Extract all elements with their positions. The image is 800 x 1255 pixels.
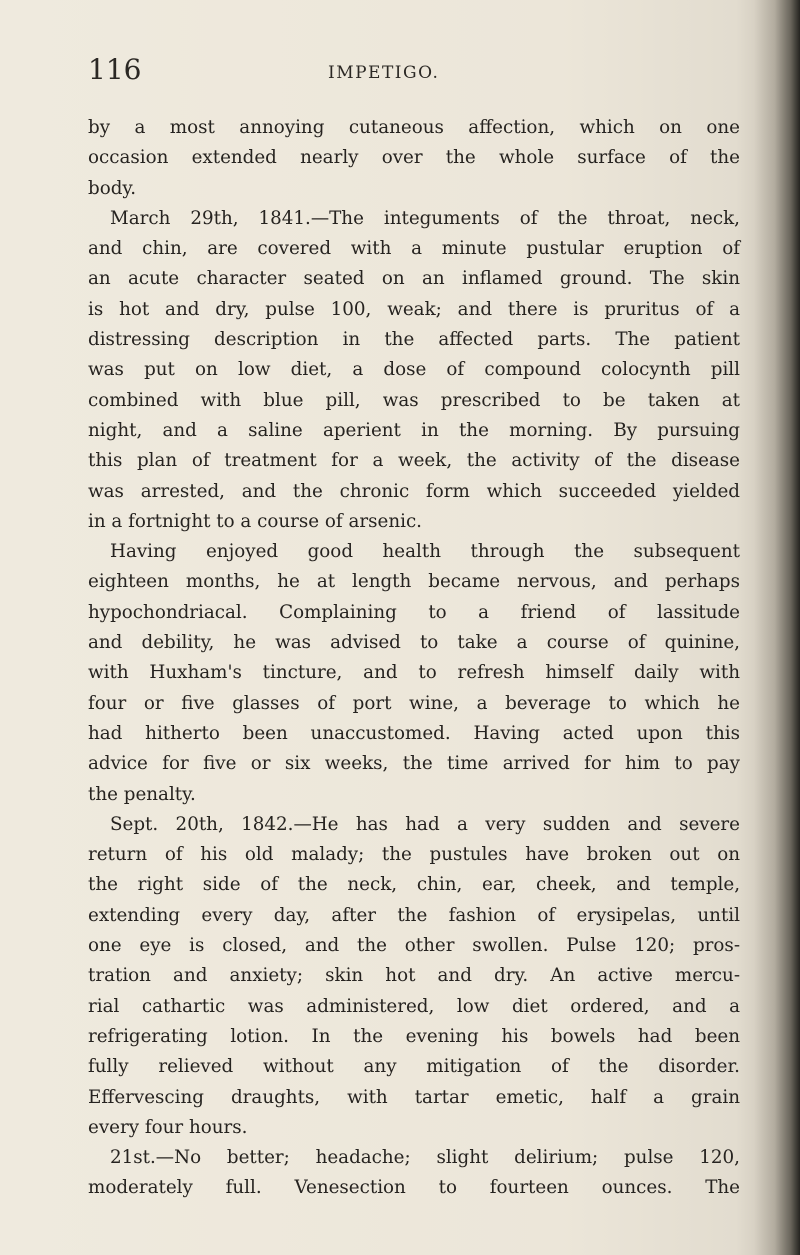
text-line: the penalty.: [88, 783, 196, 805]
text-line: return of his old malady; the pustules have broken out on: [88, 844, 740, 866]
text-line: this plan of treatment for a week, the activity of the disease: [88, 450, 740, 472]
text-line: the right side of the neck, chin, ear, cheek, and temple,: [88, 874, 740, 896]
page-number: 116: [88, 53, 142, 86]
text-line: eighteen months, he at length became nervous, and perhaps: [88, 571, 740, 593]
text-line: and debility, he was advised to take a course of quinine,: [88, 632, 740, 654]
text-line: extending every day, after the fashion of erysipelas, until: [88, 904, 740, 926]
text-line: moderately full. Venesection to fourteen ounces. The: [88, 1177, 740, 1199]
text-line: 21st.—No better; headache; slight delirium; pulse 120,: [110, 1147, 740, 1169]
text-line: Effervescing draughts, with tartar emetic, half a grain: [88, 1086, 740, 1108]
text-line: refrigerating lotion. In the evening his bowels had been: [88, 1025, 740, 1047]
text-line: every four hours.: [88, 1116, 248, 1138]
text-line: is hot and dry, pulse 100, weak; and there is pruritus of a: [88, 298, 740, 320]
text-line: rial cathartic was administered, low diet ordered, and a: [88, 995, 740, 1017]
text-line: Sept. 20th, 1842.—He has had a very sudden and severe: [110, 813, 740, 835]
text-line: and chin, are covered with a minute pustular eruption of: [88, 238, 740, 260]
text-line: with Huxham's tincture, and to refresh himself daily with: [88, 662, 740, 684]
text-line: by a most annoying cutaneous affection, which on one: [88, 117, 740, 138]
text-line: four or five glasses of port wine, a beverage to which he: [88, 692, 740, 714]
text-line: night, and a saline aperient in the morning. By pursuing: [88, 419, 740, 441]
text-line: hypochondriacal. Complaining to a friend of lassitude: [88, 601, 740, 623]
text-line: combined with blue pill, was prescribed to be taken at: [88, 389, 740, 411]
page-header: [88, 50, 728, 90]
text-line: one eye is closed, and the other swollen. Pulse 120; pros-: [88, 935, 740, 957]
text-line: Having enjoyed good health through the subsequent: [110, 541, 740, 563]
running-head: IMPETIGO.: [328, 63, 440, 83]
text-line: advice for five or six weeks, the time arrived for him to pay: [88, 753, 740, 775]
text-line: fully relieved without any mitigation of the disorder.: [88, 1056, 740, 1078]
body-text: [88, 113, 740, 1204]
text-line: in a fortnight to a course of arsenic.: [88, 510, 422, 532]
text-line: body.: [88, 177, 137, 199]
text-line: tration and anxiety; skin hot and dry. An active mercu-: [88, 965, 740, 987]
text-line: March 29th, 1841.—The integuments of the throat, neck,: [110, 207, 740, 229]
text-line: an acute character seated on an inflamed ground. The skin: [88, 268, 740, 290]
text-line: had hitherto been unaccustomed. Having acted upon this: [88, 722, 740, 744]
text-line: occasion extended nearly over the whole surface of the: [88, 147, 740, 169]
page-edge-shadow: [754, 0, 800, 1255]
text-line: was arrested, and the chronic form which succeeded yielded: [88, 480, 740, 502]
text-line: was put on low diet, a dose of compound colocynth pill: [88, 359, 740, 381]
text-line: distressing description in the affected parts. The patient: [88, 329, 740, 351]
